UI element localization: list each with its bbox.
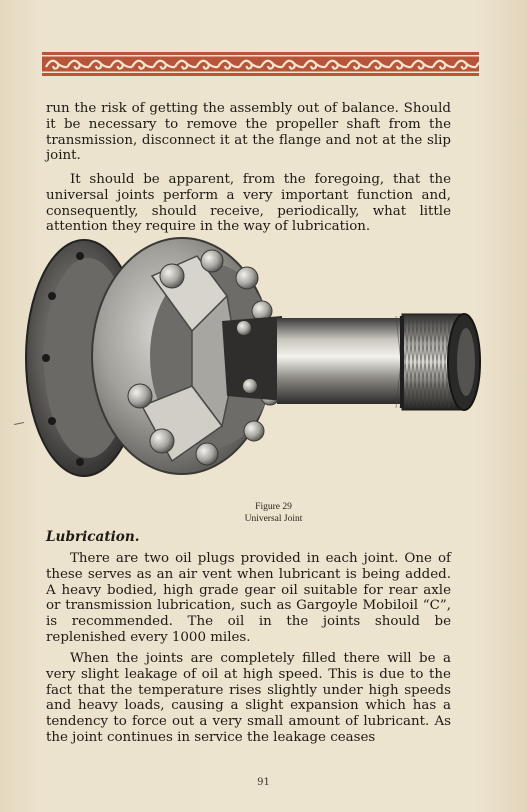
section-heading-lubrication: Lubrication. (46, 529, 140, 545)
paragraph-universal-joints: It should be apparent, from the foregoing, that the universal joints perform a very important function and, consequently, should receive, periodically, what little attention they require in the way of lubrication. (46, 172, 451, 235)
page-number: 91 (257, 777, 270, 788)
paragraph-balance: run the risk of getting the assembly out of balance. Should it be necessary to remove the propeller shaft from the transmission, disconnect it at the flange and not at the slip joint. (46, 101, 451, 164)
paragraph-leakage: When the joints are completely filled there will be a very slight leakage of oil at high speed. This is due to the fact that the temperature rises slightly under high speeds and heavy loads, causing a slight expansion which has a tendency to force out a very small amount of lubricant. As the joint continues in service the leakage ceases (46, 651, 451, 745)
paragraph-oil-plugs: There are two oil plugs provided in each joint. One of these serves as an air vent when lubricant is being added. A heavy bodied, high grade gear oil suitable for rear axle or transmission lubrication, such as Gargoyle Mobiloil “C”, is recommended. The oil in the joints should be replenished every 1000 miles. (46, 551, 451, 645)
figure-number: Figure 29 (255, 502, 292, 512)
figure-title: Universal Joint (244, 514, 303, 524)
universal-joint-photo (22, 236, 484, 498)
decorative-wave-border (42, 52, 479, 76)
